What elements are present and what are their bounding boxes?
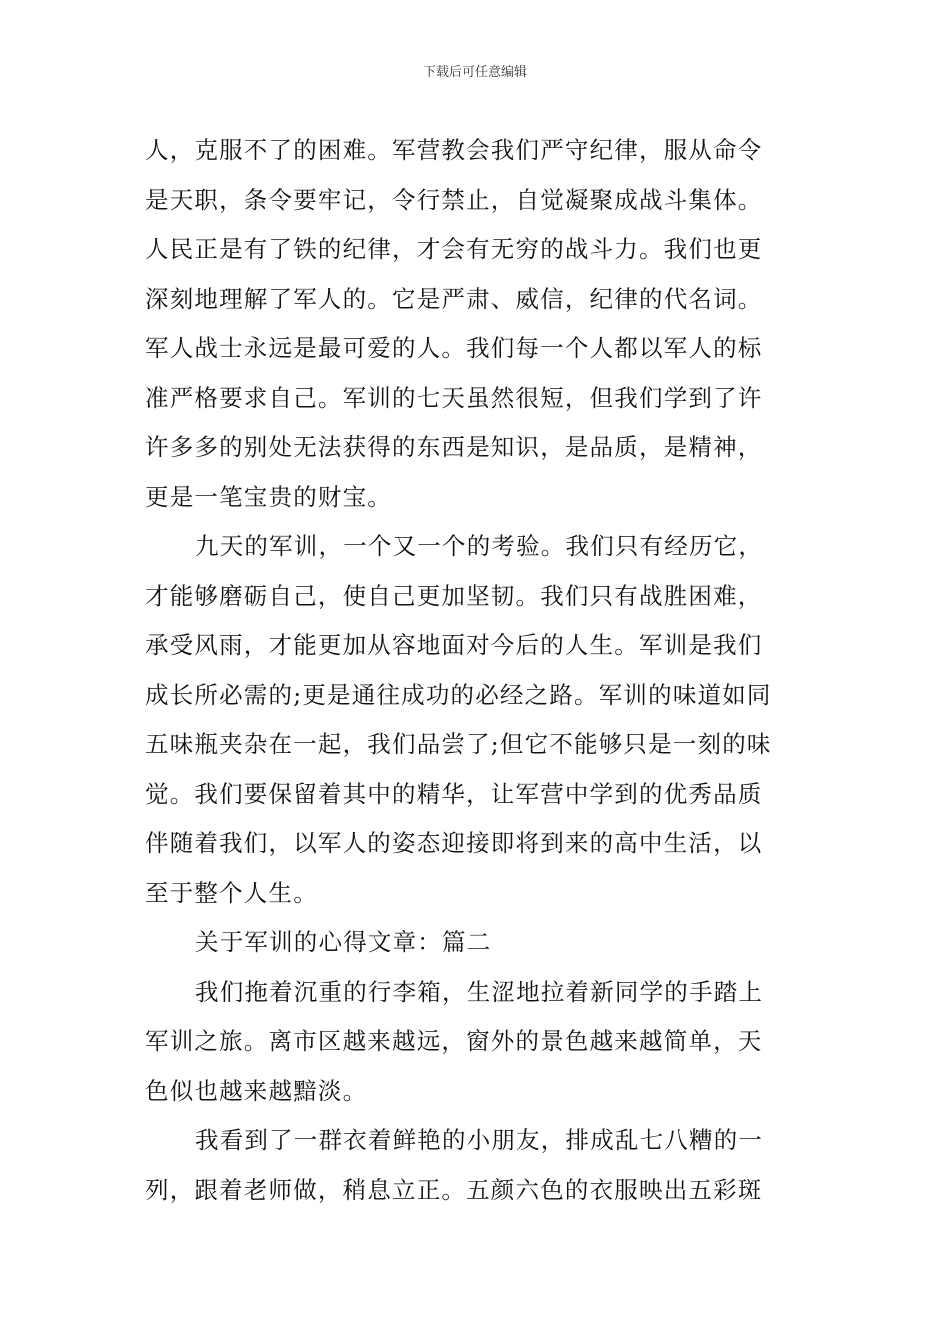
text-line: 许多多的别处无法获得的东西是知识，是品质，是精神， [145, 433, 763, 461]
text-line: 至于整个人生。 [145, 878, 318, 907]
text-line: 九天的军训，一个又一个的考验。我们只有经历它， [195, 532, 764, 560]
page-header: 下载后可任意编辑 [422, 65, 527, 80]
document-body [145, 126, 810, 1215]
text-line: 列，跟着老师做，稍息立正。五颜六色的衣服映出五彩斑 [145, 1175, 763, 1204]
text-line: 我们拖着沉重的行李箱，生涩地拉着新同学的手踏上 [195, 977, 764, 1006]
text-line: 是天职，条令要牢记，令行禁止，自觉凝聚成战斗集体。 [145, 185, 763, 214]
text-line: 才能够磨砺自己，使自己更加坚韧。我们只有战胜困难， [145, 581, 763, 610]
text-line: 军训之旅。离市区越来越远，窗外的景色越来越简单，天 [145, 1027, 763, 1055]
text-line: 准严格要求自己。军训的七天虽然很短，但我们学到了许 [145, 383, 763, 412]
text-line: 深刻地理解了军人的。它是严肃、威信，纪律的代名词。 [145, 284, 763, 313]
text-line: 承受风雨，才能更加从容地面对今后的人生。军训是我们 [145, 631, 763, 659]
text-line: 伴随着我们，以军人的姿态迎接即将到来的高中生活，以 [145, 829, 763, 857]
text-line: 人，克服不了的困难。军营教会我们严守纪律，服从命令 [145, 136, 763, 164]
text-line: 军人战士永远是最可爱的人。我们每一个人都以军人的标 [145, 334, 763, 362]
text-line: 成长所必需的;更是通往成功的必经之路。军训的味道如同 [145, 680, 772, 709]
text-line: 五味瓶夹杂在一起，我们品尝了;但它不能够只是一刻的味 [145, 730, 772, 758]
text-line: 觉。我们要保留着其中的精华，让军营中学到的优秀品质 [145, 779, 763, 808]
text-line: 我看到了一群衣着鲜艳的小朋友，排成乱七八糟的一 [195, 1126, 764, 1154]
text-line: 更是一笔宝贵的财宝。 [145, 482, 392, 511]
text-line: 人民正是有了铁的纪律，才会有无穷的战斗力。我们也更 [145, 235, 763, 263]
text-line: 色似也越来越黯淡。 [145, 1076, 368, 1105]
text-line: 关于军训的心得文章：篇二 [195, 928, 492, 956]
